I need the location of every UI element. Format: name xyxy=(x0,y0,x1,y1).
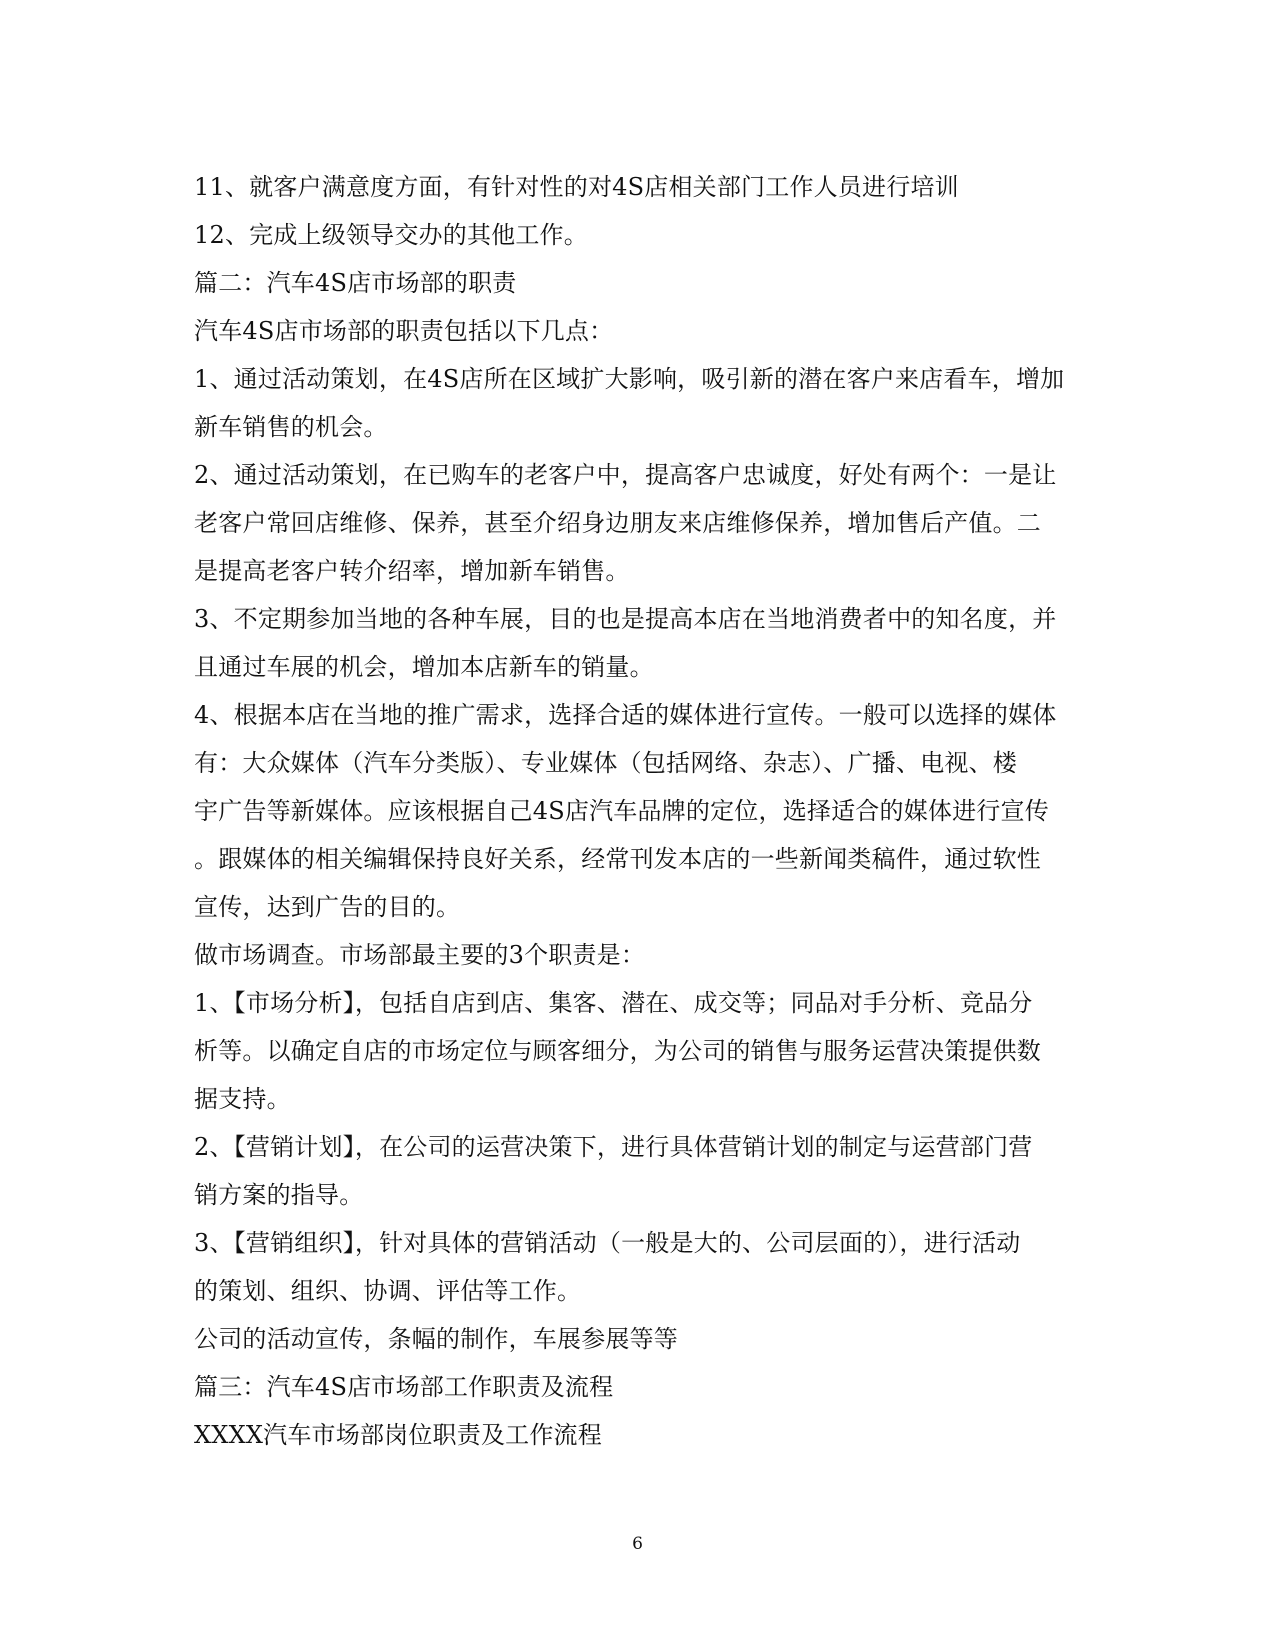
text-line: 宣传，达到广告的目的。 xyxy=(194,893,461,921)
text-line: 。跟媒体的相关编辑保持良好关系，经常刊发本店的一些新闻类稿件，通过软性 xyxy=(194,845,1041,873)
text-line: 老客户常回店维修、保养，甚至介绍身边朋友来店维修保养，增加售后产值。二 xyxy=(194,509,1041,537)
text-line: 3、不定期参加当地的各种车展，目的也是提高本店在当地消费者中的知名度，并 xyxy=(194,605,1057,633)
page-number: 6 xyxy=(632,1534,643,1554)
text-line: 3、【营销组织】，针对具体的营销活动（一般是大的、公司层面的），进行活动 xyxy=(194,1229,1021,1257)
body-text xyxy=(194,163,1084,1459)
text-line: 做市场调查。市场部最主要的3个职责是： xyxy=(194,941,646,969)
section-heading: 篇三：汽车4S店市场部工作职责及流程 xyxy=(194,1373,614,1401)
text-line: 据支持。 xyxy=(194,1085,291,1113)
text-line: 销方案的指导。 xyxy=(194,1181,364,1209)
text-line: 是提高老客户转介绍率，增加新车销售。 xyxy=(194,557,630,585)
text-line: 2、【营销计划】，在公司的运营决策下，进行具体营销计划的制定与运营部门营 xyxy=(194,1133,1033,1161)
section-heading: 篇二：汽车4S店市场部的职责 xyxy=(194,269,517,297)
text-line: 有：大众媒体（汽车分类版）、专业媒体（包括网络、杂志）、广播、电视、楼 xyxy=(194,749,1017,777)
text-line: 12、完成上级领导交办的其他工作。 xyxy=(194,221,588,249)
text-line: 析等。以确定自店的市场定位与顾客细分，为公司的销售与服务运营决策提供数 xyxy=(194,1037,1041,1065)
text-line: 且通过车展的机会，增加本店新车的销量。 xyxy=(194,653,654,681)
text-line: 4、根据本店在当地的推广需求，选择合适的媒体进行宣传。一般可以选择的媒体 xyxy=(194,701,1057,729)
text-line: 1、通过活动策划，在4S店所在区域扩大影响，吸引新的潜在客户来店看车，增加 xyxy=(194,365,1065,393)
text-line: 汽车4S店市场部的职责包括以下几点： xyxy=(194,317,614,345)
text-line: 的策划、组织、协调、评估等工作。 xyxy=(194,1277,582,1305)
text-line: 公司的活动宣传，条幅的制作，车展参展等等 xyxy=(194,1325,678,1353)
text-line: 1、【市场分析】，包括自店到店、集客、潜在、成交等；同品对手分析、竞品分 xyxy=(194,989,1033,1017)
text-line: 宇广告等新媒体。应该根据自己4S店汽车品牌的定位，选择适合的媒体进行宣传 xyxy=(194,797,1049,825)
text-line: 2、通过活动策划，在已购车的老客户中，提高客户忠诚度，好处有两个：一是让 xyxy=(194,461,1057,489)
text-line: XXXX汽车市场部岗位职责及工作流程 xyxy=(194,1421,602,1449)
text-line: 新车销售的机会。 xyxy=(194,413,388,441)
text-line: 11、就客户满意度方面，有针对性的对4S店相关部门工作人员进行培训 xyxy=(194,173,959,201)
